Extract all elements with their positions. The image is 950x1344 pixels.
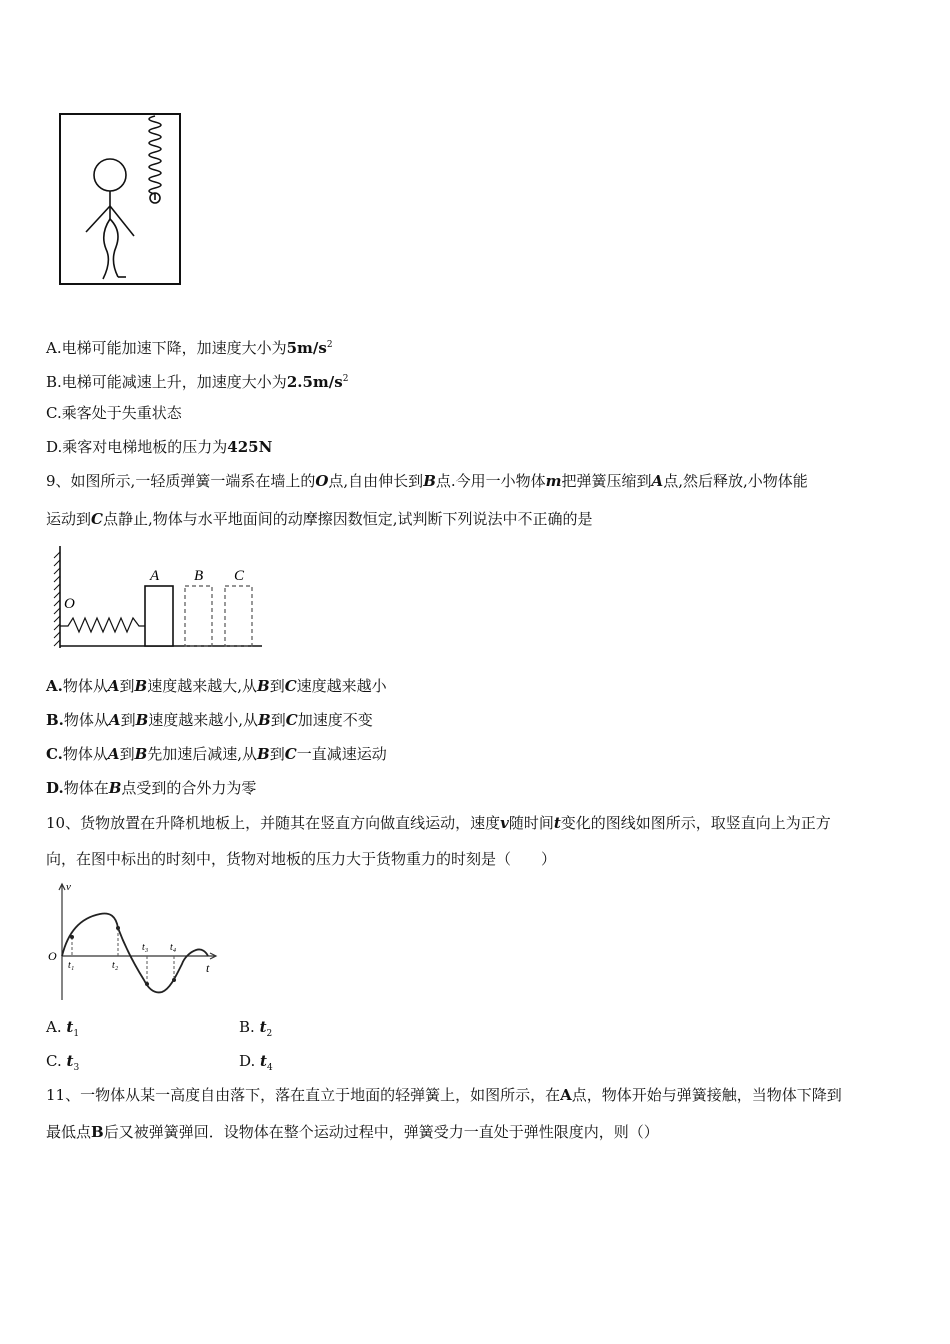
q9-option-b: B.物体从A到B速度越来越小,从B到C加速度不变 xyxy=(46,711,373,729)
q10-option-c: C. $t_3$ xyxy=(46,1052,80,1073)
q11-stem-line-1: 11、一物体从某一高度自由落下，落在直立于地面的轻弹簧上，如图所示，在A点，物体开始与弹簧接触，当物体下降到 xyxy=(46,1086,842,1104)
axis-label-v: v xyxy=(66,881,71,893)
q10-option-a: A. $t_1$ xyxy=(46,1018,80,1039)
block-b xyxy=(185,586,212,646)
q10-stem-line-1: 10、货物放置在升降机地板上，并随其在竖直方向做直线运动，速度v随时间t变化的图线如图所示，取竖直向上为正方 xyxy=(46,814,831,832)
q9-option-a: A.物体从A到B速度越来越大,从B到C速度越来越小 xyxy=(46,677,387,695)
q9-option-d: D.物体在B点受到的合外力为零 xyxy=(46,779,257,797)
spring-block-figure xyxy=(52,542,267,652)
origin-label: O xyxy=(48,949,57,963)
block-c xyxy=(225,586,252,646)
q9-stem-line-1: 9、如图所示,一轻质弹簧一端系在墙上的O点,自由伸长到B点.今用一小物体m把弹簧压缩到A点,然后释放,小物体能 xyxy=(46,472,808,490)
q9-option-c: C.物体从A到B先加速后减速,从B到C一直减速运动 xyxy=(46,745,387,763)
tick-t1: t₁ xyxy=(68,960,75,971)
velocity-time-graph xyxy=(44,880,224,1004)
label-b: B xyxy=(194,568,204,584)
q10-stem-line-2: 向，在图中标出的时刻中，货物对地板的压力大于货物重力的时刻是（ ） xyxy=(46,850,557,868)
q9-stem-line-2: 运动到C点静止,物体与水平地面间的动摩擦因数恒定,试判断下列说法中不正确的是 xyxy=(46,510,593,528)
q10-option-b: B. $t_2$ xyxy=(239,1018,273,1039)
q8-option-b: B.电梯可能减速上升，加速度大小为$2.5m/s^2$ xyxy=(46,373,349,391)
spring-zigzag xyxy=(60,618,145,632)
elevator-figure xyxy=(58,112,184,288)
vt-graph-svg xyxy=(44,880,224,1004)
q10-option-d: D. $t_4$ xyxy=(239,1052,273,1073)
q11-stem-line-2: 最低点B后又被弹簧弹回．设物体在整个运动过程中，弹簧受力一直处于弹性限度内，则（） xyxy=(46,1123,659,1141)
label-o: O xyxy=(64,596,75,612)
label-a: A xyxy=(150,568,160,584)
tick-t3: t₃ xyxy=(142,942,149,953)
passenger-head xyxy=(94,159,126,191)
q8-option-d: D.乘客对电梯地板的压力为425N xyxy=(46,438,273,456)
q8-option-a: A.电梯可能加速下降，加速度大小为$5m/s^2$ xyxy=(46,339,333,357)
spring-coil xyxy=(149,116,161,200)
label-c: C xyxy=(234,568,245,584)
block-a xyxy=(145,586,173,646)
vt-curve xyxy=(62,914,208,993)
tick-t2: t₂ xyxy=(112,960,119,971)
spring-block-diagram xyxy=(52,542,267,652)
q8-option-c: C.乘客处于失重状态 xyxy=(46,404,182,422)
axis-label-t: t xyxy=(206,961,210,975)
elevator-diagram xyxy=(58,112,184,288)
tick-t4: t₄ xyxy=(170,942,177,953)
